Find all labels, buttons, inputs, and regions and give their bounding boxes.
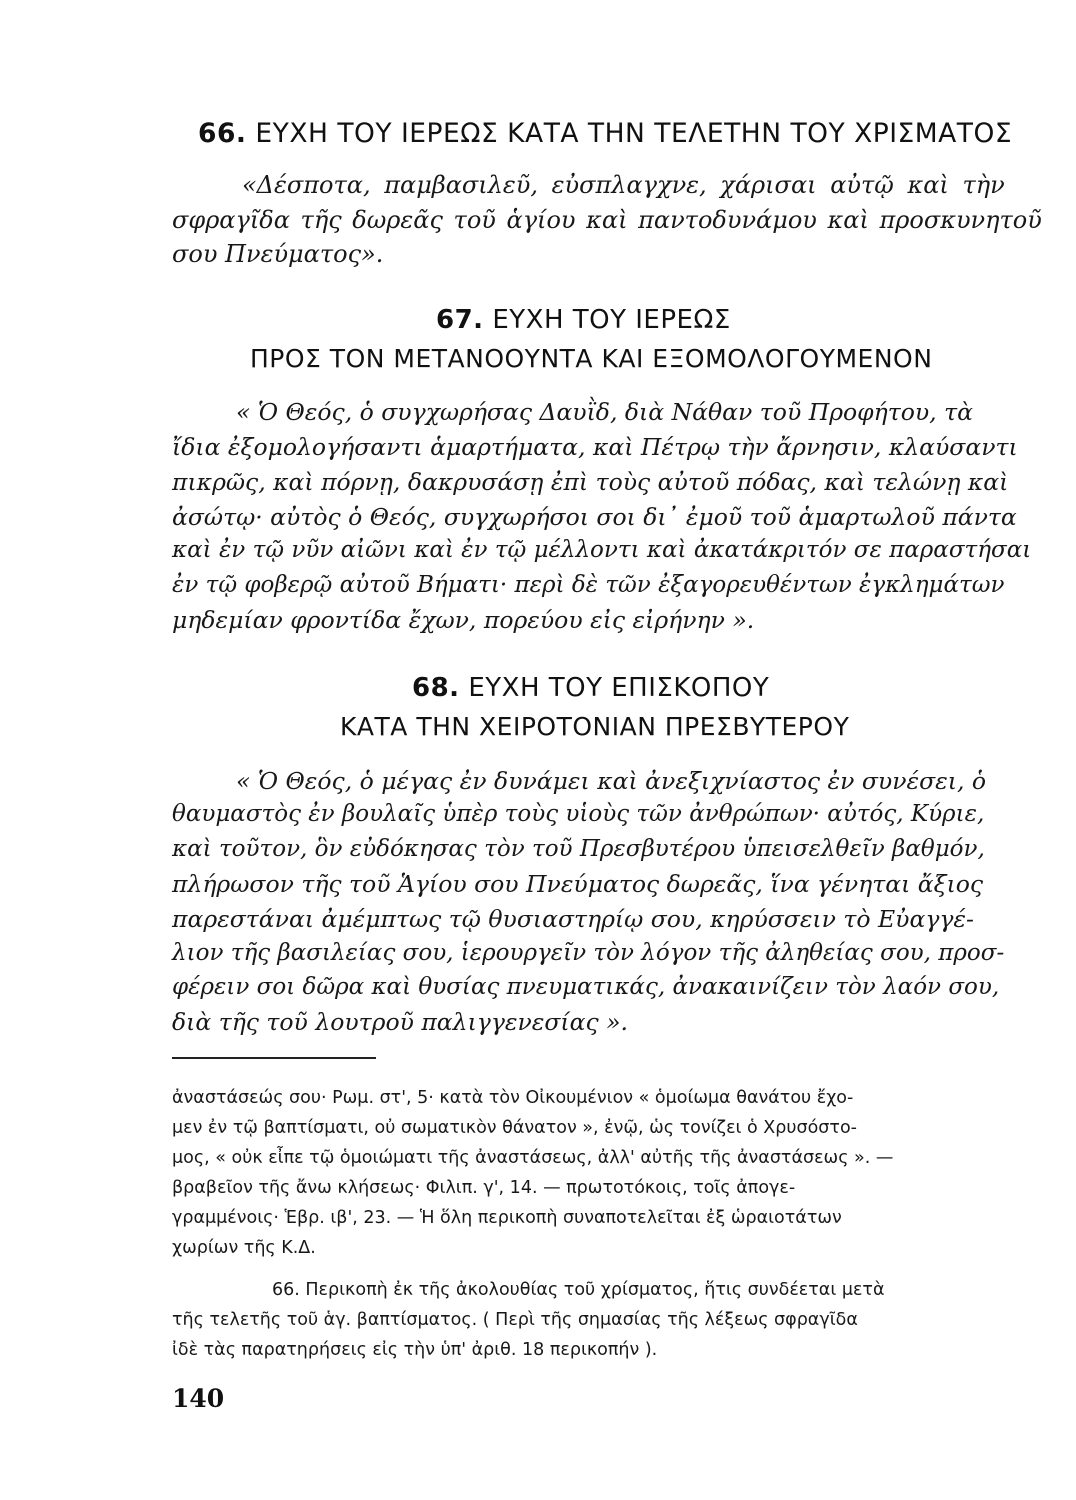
section-68-heading <box>412 673 769 703</box>
text-line: σου Πνεύματος». <box>172 240 384 268</box>
section-number: 67. <box>436 305 484 335</box>
section-66-heading <box>198 118 1012 149</box>
text-line: ἀσώτῳ· αὐτὸς ὁ Θεός, συγχωρήσοι σοι δι᾽ ἐμοῦ τοῦ ἁμαρτωλοῦ πάντα <box>172 503 1017 531</box>
text-line: πικρῶς, καὶ πόρνῃ, δακρυσάσῃ ἐπὶ τοὺς αὐτοῦ πόδας, καὶ τελώνῃ καὶ <box>172 468 1009 496</box>
footnote-line: βραβεῖον τῆς ἄνω κλήσεως· Φιλιπ. γ', 14. — πρωτοτόκοις, τοῖς ἀπογε- <box>172 1178 796 1198</box>
text-line: σφραγῖδα τῆς δωρεᾶς τοῦ ἁγίου καὶ παντοδυνάμου καὶ προσκυνητοῦ <box>172 206 1042 234</box>
section-68-subheading: ΚΑΤΑ ΤΗΝ ΧΕΙΡΟΤΟΝΙΑΝ ΠΡΕΣΒΥΤΕΡΟΥ <box>340 712 850 741</box>
text-line: καὶ τοῦτον, ὃν εὐδόκησας τὸν τοῦ Πρεσβυτέρου ὑπεισελθεῖν βαθμόν, <box>172 836 985 862</box>
text-line: παρεστάναι ἀμέμπτως τῷ θυσιαστηρίῳ σου, κηρύσσειν τὸ Εὐαγγέ- <box>172 905 974 933</box>
text-line: ἐν τῷ φοβερῷ αὐτοῦ Βήματι· περὶ δὲ τῶν ἐξαγορευθέντων ἐγκλημάτων <box>172 572 1005 598</box>
footnote-separator <box>172 1057 376 1059</box>
footnote-line: ἀναστάσεώς σου· Ρωμ. στ', 5· κατὰ τὸν Οἰκουμένιον « ὁμοίωμα θανάτου ἔχο- <box>172 1088 854 1108</box>
footnote-line: μος, « οὐκ εἶπε τῷ ὁμοιώματι τῆς ἀναστάσεως, ἀλλ' αὐτῆς τῆς ἀναστάσεως ». — <box>172 1148 894 1168</box>
text-line: πλήρωσον τῆς τοῦ Ἁγίου σου Πνεύματος δωρεᾶς, ἵνα γένηται ἄξιος <box>172 870 984 898</box>
section-67-subheading: ΠΡΟΣ ΤΟΝ ΜΕΤΑΝΟΟΥΝΤΑ ΚΑΙ ΕΞΟΜΟΛΟΓΟΥΜΕΝΟΝ <box>250 344 933 373</box>
text-line: θαυμαστὸς ἐν βουλαῖς ὑπὲρ τοὺς υἱοὺς τῶν ἀνθρώπων· αὐτός, Κύριε, <box>172 801 985 827</box>
text-line: καὶ ἐν τῷ νῦν αἰῶνι καὶ ἐν τῷ μέλλοντι καὶ ἀκατάκριτόν σε παραστήσαι <box>172 537 1032 563</box>
text-line: φέρειν σοι δῶρα καὶ θυσίας πνευματικάς, ἀνακαινίζειν τὸν λαόν σου, <box>172 974 1000 1000</box>
section-title: ΕΥΧΗ ΤΟΥ ΙΕΡΕΩΣ <box>492 305 731 335</box>
text-line: διὰ τῆς τοῦ λουτροῦ παλιγγενεσίας ». <box>172 1008 628 1036</box>
footnote-line: μεν ἐν τῷ βαπτίσματι, οὐ σωματικὸν θάνατον », ἐνῷ, ὡς τονίζει ὁ Χρυσόστο- <box>172 1118 857 1138</box>
footnote-line: 66. Περικοπὴ ἐκ τῆς ἀκολουθίας τοῦ χρίσματος, ἥτις συνδέεται μετὰ <box>272 1280 885 1300</box>
text-line: ἴδια ἐξομολογήσαντι ἁμαρτήματα, καὶ Πέτρῳ τὴν ἄρνησιν, κλαύσαντι <box>172 433 1018 461</box>
text-line: «Δέσποτα, παμβασιλεῦ, εὐσπλαγχνε, χάρισαι αὐτῷ καὶ τὴν <box>242 171 1005 199</box>
text-line: λιον τῆς βασιλείας σου, ἱερουργεῖν τὸν λόγον τῆς ἀληθείας σου, προσ- <box>172 940 1005 966</box>
section-67-heading <box>436 305 731 335</box>
text-line: « Ὁ Θεός, ὁ συγχωρήσας Δαυῒδ, διὰ Νάθαν τοῦ Προφήτου, τὰ <box>236 398 973 426</box>
section-title: ΕΥΧΗ ΤΟΥ ΕΠΙΣΚΟΠΟΥ <box>468 673 770 703</box>
footnote-line: χωρίων τῆς Κ.Δ. <box>172 1238 316 1258</box>
text-line: « Ὁ Θεός, ὁ μέγας ἐν δυνάμει καὶ ἀνεξιχνίαστος ἐν συνέσει, ὁ <box>236 767 987 795</box>
footnote-line: γραμμένοις· Ἑβρ. ιβ', 23. — Ἡ ὅλη περικοπὴ συναποτελεῖται ἐξ ὡραιοτάτων <box>172 1208 842 1228</box>
page-number: 140 <box>172 1384 225 1413</box>
footnote-line: τῆς τελετῆς τοῦ ἁγ. βαπτίσματος. ( Περὶ τῆς σημασίας τῆς λέξεως σφραγῖδα <box>172 1310 858 1330</box>
section-number: 66. <box>198 118 247 149</box>
section-number: 68. <box>412 673 460 703</box>
text-line: μηδεμίαν φροντίδα ἔχων, πορεύου εἰς εἰρήνην ». <box>172 606 755 634</box>
section-title: ΕΥΧΗ ΤΟΥ ΙΕΡΕΩΣ ΚΑΤΑ ΤΗΝ ΤΕΛΕΤΗΝ ΤΟΥ ΧΡΙΣΜΑΤΟΣ <box>255 118 1013 149</box>
footnote-line: ἰδὲ τὰς παρατηρήσεις εἰς τὴν ὑπ' ἀριθ. 18 περικοπήν ). <box>172 1340 658 1360</box>
